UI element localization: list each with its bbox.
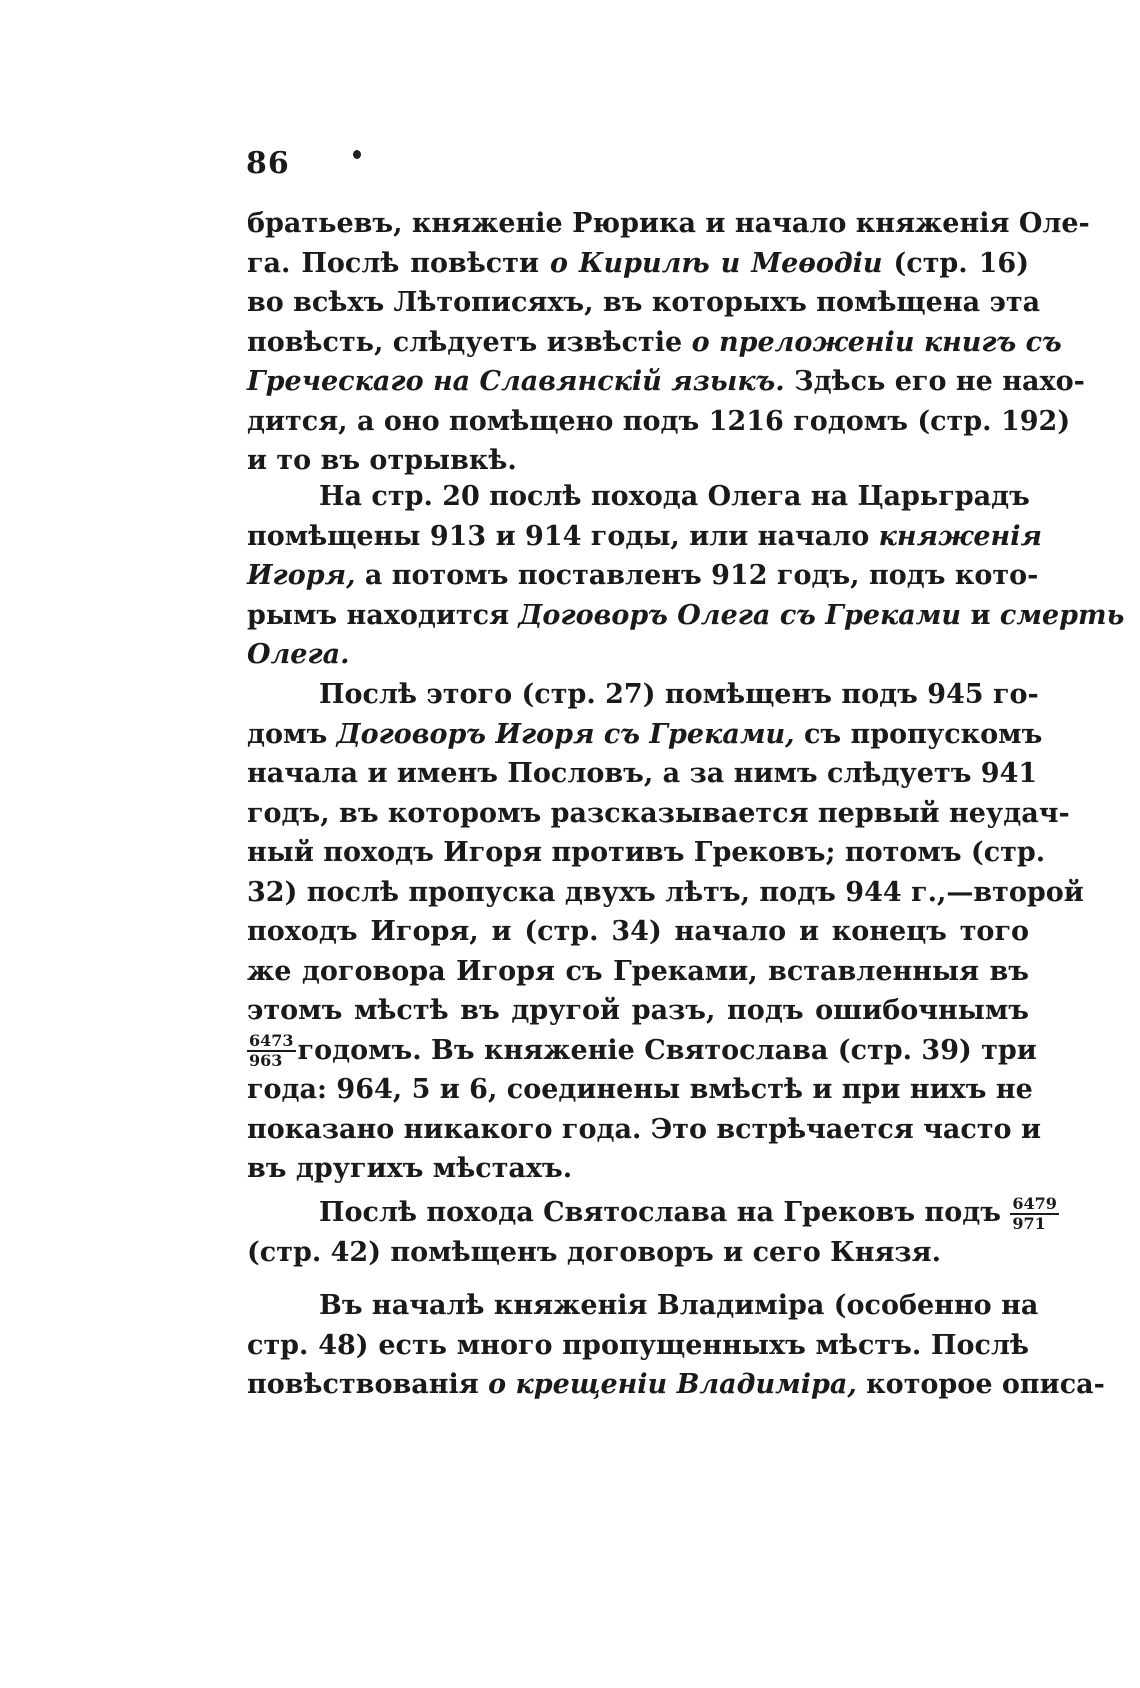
paragraph-4: [247, 1193, 1057, 1272]
italic-phrase: Договоръ Игоря съ Греками,: [336, 718, 795, 750]
text-line: годъ, въ которомъ разсказывается первый неудач-: [247, 797, 1070, 829]
italic-phrase: о крещеніи Владиміра,: [488, 1369, 857, 1400]
text-line: рымъ находится Договоръ Олега съ Греками и смерть: [247, 599, 1125, 631]
italic-phrase: смерть: [999, 599, 1125, 631]
text-line: [247, 635, 1029, 675]
text-line: га. Послѣ повѣсти о Кирилѣ и Меѳодіи (стр. 16): [247, 247, 1029, 279]
text-line: года: 964, 5 и 6, соединены вмѣстѣ и при нихъ не: [247, 1074, 1033, 1105]
italic-phrase: о Кирилѣ и Меѳодіи: [549, 247, 883, 279]
ink-speck: [353, 150, 361, 159]
text-line: же договора Игоря съ Греками, вставленныя въ: [247, 955, 1029, 987]
text-line: Послѣ похода Святослава на Грековъ подъ $\frac{6479}{971}$: [319, 1193, 1057, 1233]
text-line: ный походъ Игоря противъ Грековъ; потомъ (стр.: [247, 837, 1046, 868]
text-line: Греческаго на Славянскій языкъ. Здѣсь его не нахо-: [247, 366, 1085, 397]
italic-phrase: княженія: [878, 520, 1042, 552]
year-fraction: $\frac{6479}{971}$: [1012, 1193, 1057, 1233]
text-line: показано никакого года. Это встрѣчается часто и: [247, 1113, 1041, 1145]
text-line: братьевъ, княженіе Рюрика и начало княженія Оле-: [247, 208, 1090, 239]
text-line: начала и именъ Пословъ, а за нимъ слѣдуетъ 941: [247, 758, 1038, 789]
text-line: походъ Игоря, и (стр. 34) начало и конецъ того: [247, 916, 1029, 947]
italic-phrase: Греческаго на Славянскій языкъ.: [247, 366, 785, 397]
text-line: Игоря, а потомъ поставленъ 912 годъ, подъ кото-: [247, 560, 1039, 591]
text-line: во всѣхъ Лѣтописяхъ, въ которыхъ помѣщена эта: [247, 287, 1041, 318]
page-number: 86: [246, 146, 290, 181]
text-line: повѣсть, слѣдуетъ извѣстіе о преложеніи книгъ съ: [247, 326, 1062, 358]
text-line: Въ началѣ княженія Владиміра (особенно на: [319, 1290, 1039, 1321]
text-line: $\frac{6473}{963}$ годомъ. Въ княженіе Святослава (стр. 39) три: [249, 1031, 1037, 1070]
paragraph-3: [247, 675, 1084, 1189]
italic-phrase: Договоръ Олега съ Греками: [518, 599, 962, 631]
text-line: домъ Договоръ Игоря съ Греками, съ пропускомъ: [247, 718, 1043, 750]
text-line: На стр. 20 послѣ похода Олега на Царьградъ: [319, 481, 1030, 512]
paragraph-1: [247, 204, 1090, 481]
italic-phrase: о преложеніи книгъ съ: [691, 326, 1062, 358]
paragraph-2: [247, 477, 1125, 675]
paragraph-5: [247, 1286, 1105, 1405]
text-line: (стр. 42) помѣщенъ договоръ и сего Князя.: [247, 1236, 942, 1268]
text-line: дится, а оно помѣщено подъ 1216 годомъ (стр. 192): [247, 405, 1071, 437]
text-line: повѣствованія о крещеніи Владиміра, которое описа-: [247, 1369, 1105, 1400]
text-line: стр. 48) есть много пропущенныхъ мѣстъ. Послѣ: [247, 1329, 1029, 1361]
text-line: въ другихъ мѣстахъ.: [247, 1153, 573, 1184]
italic-phrase: Игоря,: [247, 560, 356, 591]
text-line: и то въ отрывкѣ.: [247, 445, 517, 476]
italic-phrase: Олега.: [247, 639, 350, 670]
text-line: Послѣ этого (стр. 27) помѣщенъ подъ 945 го-: [319, 679, 1039, 710]
text-line: этомъ мѣстѣ въ другой разъ, подъ ошибочнымъ: [247, 995, 1029, 1026]
text-line: помѣщены 913 и 914 годы, или начало княженія: [247, 520, 1042, 552]
year-fraction: $\frac{6473}{963}$: [249, 1031, 294, 1070]
text-line: 32) послѣ пропуска двухъ лѣтъ, подъ 944 г.,—второй: [247, 876, 1084, 908]
